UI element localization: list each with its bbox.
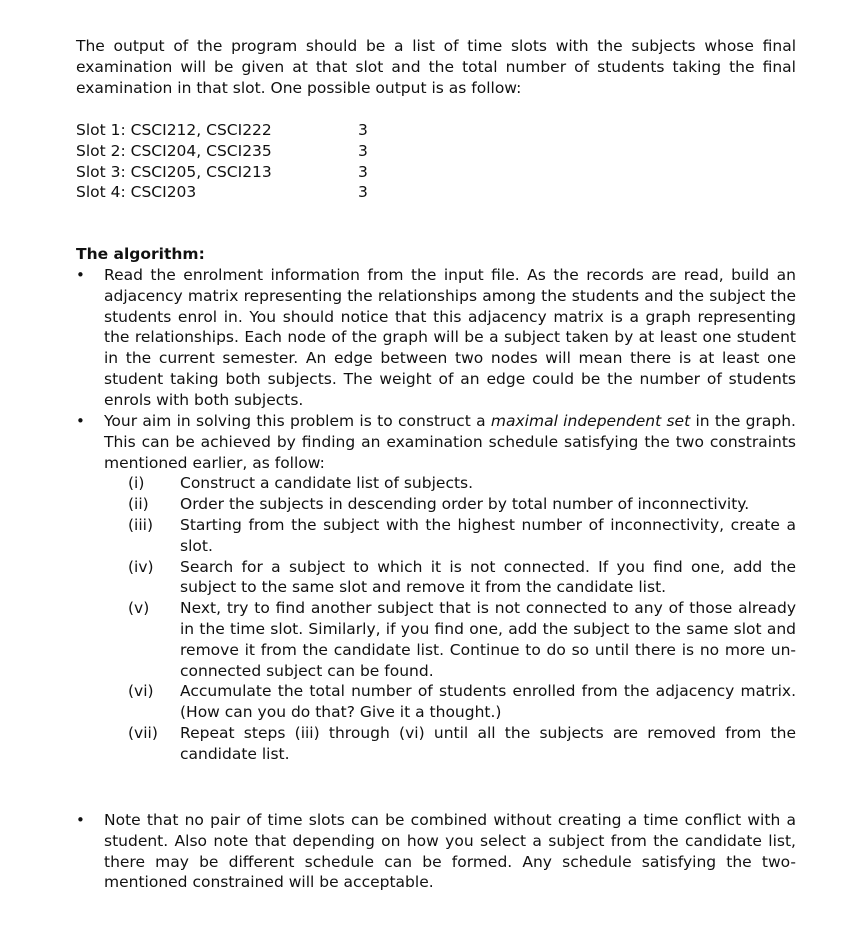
step-number: (vii) — [128, 723, 158, 742]
step-item — [128, 598, 796, 681]
step-text: Construct a candidate list of subjects. — [180, 474, 474, 493]
slot-count: 3 — [358, 183, 368, 202]
step-text: Search for a subject to which it is not connected. If you find one, add the subject to the same slot and remove it from the candidate list. — [180, 557, 796, 597]
slot-row — [76, 162, 396, 183]
step-number: (i) — [128, 474, 145, 493]
intro-paragraph: The output of the program should be a list of time slots with the subjects whose final examination will be given at that slot and the total number of students taking the final examination in that slot. One possible output is as follow: — [76, 37, 796, 97]
slot-count: 3 — [358, 162, 368, 181]
slot-row — [76, 182, 396, 203]
step-item — [128, 494, 796, 515]
slot-label: Slot 4: CSCI203 — [76, 183, 197, 202]
bullet-icon: • — [76, 266, 85, 284]
step-list — [128, 473, 796, 764]
step-item — [128, 681, 796, 723]
slot-row — [76, 120, 396, 141]
step-item — [128, 473, 796, 494]
step-number: (vi) — [128, 682, 154, 701]
bullet-text — [104, 411, 796, 473]
sample-output — [76, 120, 396, 203]
algorithm-heading: The algorithm: — [76, 245, 205, 263]
step-text: Next, try to find another subject that is not connected to any of those already in the time slot. Similarly, if you find one, add the subject to the same slot and remove it from the candidate list. Continue to do so until there is no more un-connected subject can be found. — [180, 599, 796, 680]
step-item — [128, 515, 796, 557]
step-number: (iii) — [128, 515, 154, 534]
slot-count: 3 — [358, 141, 368, 160]
bullet-icon: • — [76, 412, 85, 430]
step-number: (iv) — [128, 557, 154, 576]
bullet-item — [76, 265, 796, 411]
step-text: Starting from the subject with the highest number of inconnectivity, create a slot. — [180, 515, 796, 555]
bullet-text: Read the enrolment information from the input file. As the records are read, build an adjacency matrix representing the relationships among the students and the subject the students enrol in. You should notice that this adjacency matrix is a graph representing the relationships. Each node of the graph will be a subject taken by at least one student in the current semester. An edge between two nodes will mean there is at least one student taking both subjects. The weight of an edge could be the number of students enrols with both subjects. — [104, 266, 796, 409]
bullet-item — [76, 810, 796, 893]
step-text: Order the subjects in descending order by total number of inconnectivity. — [180, 495, 750, 514]
slot-row — [76, 141, 396, 162]
slot-label: Slot 2: CSCI204, CSCI235 — [76, 141, 272, 160]
bullet-text-part: in the graph. This can be achieved by finding an examination schedule satisfying the two constraints mentioned earlier, as follow: — [104, 412, 796, 472]
slot-label: Slot 1: CSCI212, CSCI222 — [76, 121, 272, 139]
bullet-text-part: Your aim in solving this problem is to construct a — [104, 412, 491, 430]
slot-count: 3 — [358, 121, 368, 139]
step-text: Accumulate the total number of students enrolled from the adjacency matrix. (How can you do that? Give it a thought.) — [180, 682, 796, 722]
step-number: (v) — [128, 599, 150, 618]
bullet-text: Note that no pair of time slots can be combined without creating a time conflict with a student. Also note that depending on how you select a subject from the candidate list, there may be different schedule can be formed. Any schedule satisfying the two-mentioned constrained will be acceptable. — [104, 811, 796, 892]
slot-label: Slot 3: CSCI205, CSCI213 — [76, 162, 272, 181]
bullet-item — [76, 411, 796, 765]
bullet-icon: • — [76, 811, 85, 829]
step-text: Repeat steps (iii) through (vi) until all the subjects are removed from the candidate list. — [180, 723, 796, 763]
step-item — [128, 557, 796, 599]
step-item — [128, 723, 796, 765]
step-number: (ii) — [128, 495, 149, 514]
emphasis-term: maximal independent set — [490, 412, 691, 430]
